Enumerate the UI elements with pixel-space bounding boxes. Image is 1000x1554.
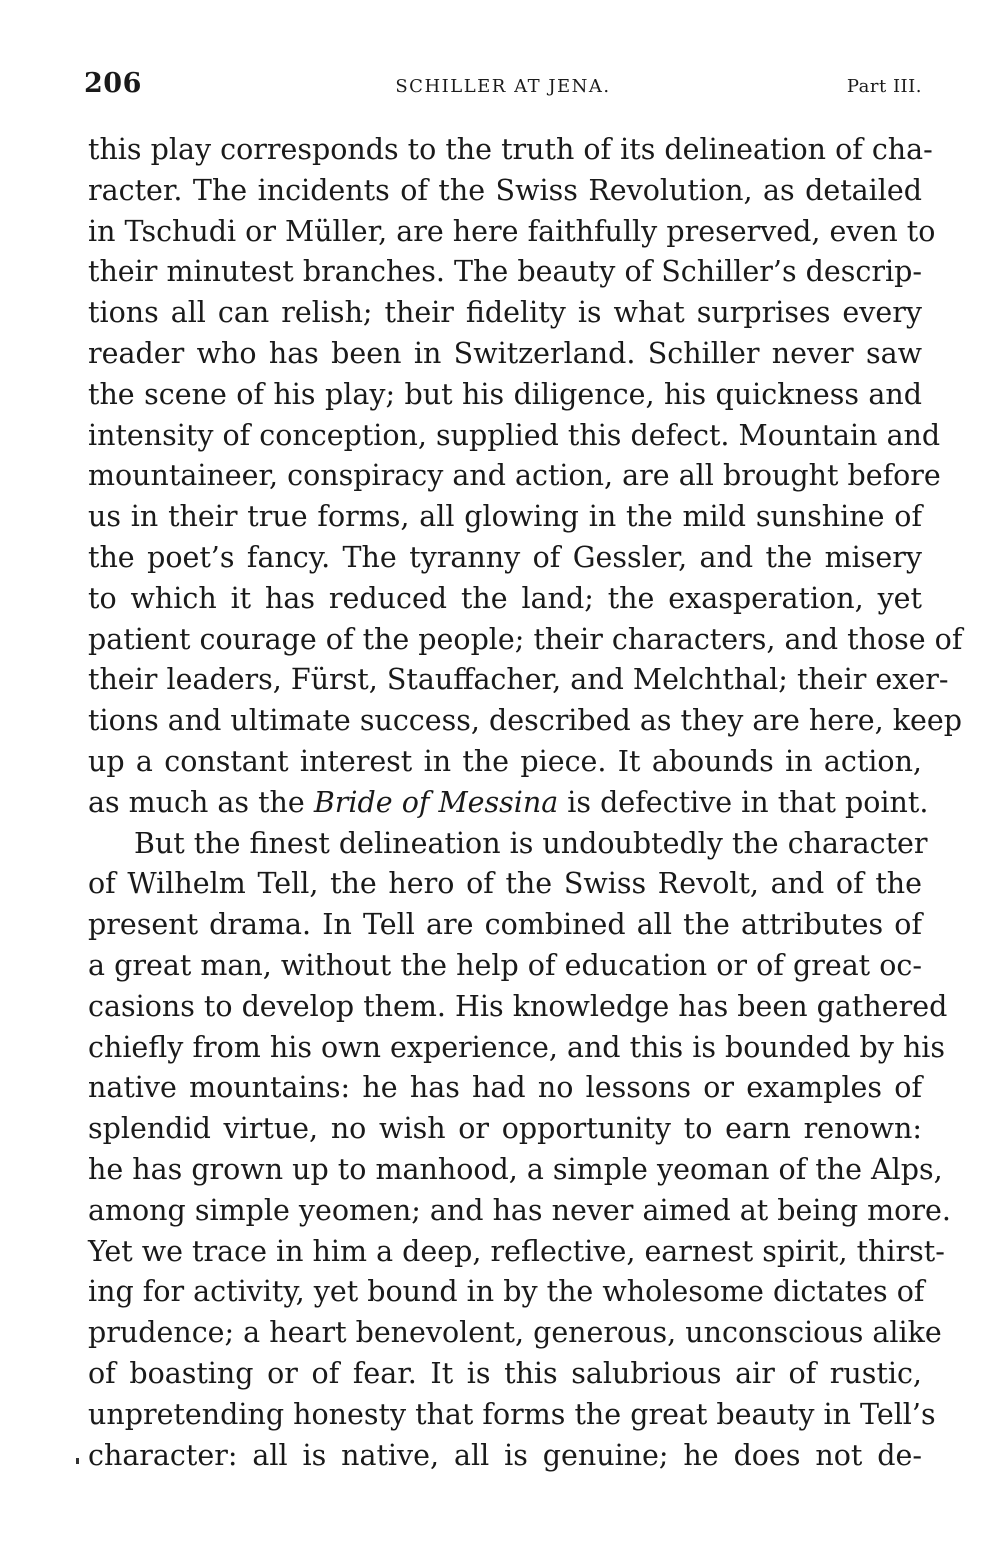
text-line: of Wilhelm Tell, the hero of the Swiss Revolt, and of the bbox=[88, 867, 922, 901]
text-line: Yet we trace in him a deep, reflective, earnest spirit, thirst- bbox=[88, 1234, 945, 1268]
italic-title: Bride of Messina bbox=[313, 785, 559, 819]
part-label: Part III. bbox=[846, 76, 922, 97]
text-line: intensity of conception, supplied this defect. Mountain and bbox=[88, 418, 941, 452]
text-line: up a constant interest in the piece. It abounds in action, bbox=[88, 744, 922, 778]
text-line: tions and ultimate success, described as they are here, keep bbox=[88, 704, 962, 738]
text-line: splendid virtue, no wish or opportunity to earn renown: bbox=[88, 1112, 922, 1146]
text-line: racter. The incidents of the Swiss Revolution, as detailed bbox=[88, 173, 922, 207]
text-line: casions to develop them. His knowledge has been gathered bbox=[88, 989, 948, 1023]
text-line-with-italic bbox=[88, 783, 929, 824]
text-segment: is defective in that point. bbox=[558, 785, 929, 819]
text-line: tions all can relish; their fidelity is what surprises every bbox=[88, 296, 922, 330]
running-title: SCHILLER AT JENA. bbox=[395, 76, 611, 97]
body-text bbox=[88, 130, 963, 1476]
margin-mark bbox=[76, 1458, 79, 1464]
text-line: character: all is native, all is genuine; he does not de- bbox=[88, 1438, 922, 1472]
text-line: he has grown up to manhood, a simple yeoman of the Alps, bbox=[88, 1152, 943, 1186]
text-line: their leaders, Fürst, Stauffacher, and Melchthal; their exer- bbox=[88, 663, 949, 697]
text-line: reader who has been in Switzerland. Schiller never saw bbox=[88, 336, 922, 370]
text-segment: as much as the bbox=[88, 785, 314, 819]
text-line: ing for activity, yet bound in by the wholesome dictates of bbox=[88, 1275, 925, 1309]
text-line: patient courage of the people; their characters, and those of bbox=[88, 622, 963, 656]
text-line: the poet’s fancy. The tyranny of Gessler, and the misery bbox=[88, 540, 922, 574]
text-line: the scene of his play; but his diligence, his quickness and bbox=[88, 377, 922, 411]
text-line: unpretending honesty that forms the great beauty in Tell’s bbox=[88, 1397, 936, 1431]
text-line: of boasting or of fear. It is this salubrious air of rustic, bbox=[88, 1356, 922, 1390]
text-line: their minutest branches. The beauty of Schiller’s descrip- bbox=[88, 255, 922, 289]
running-header bbox=[84, 68, 922, 108]
text-line: native mountains: he has had no lessons or examples of bbox=[88, 1071, 922, 1105]
text-line: mountaineer, conspiracy and action, are all brought before bbox=[88, 459, 941, 493]
page-number: 206 bbox=[84, 68, 142, 99]
text-line: us in their true forms, all glowing in the mild sunshine of bbox=[88, 500, 922, 534]
text-line: in Tschudi or Müller, are here faithfully preserved, even to bbox=[88, 214, 936, 248]
text-line: to which it has reduced the land; the exasperation, yet bbox=[88, 581, 922, 615]
text-line: this play corresponds to the truth of its delineation of cha- bbox=[88, 133, 933, 166]
text-line: chiefly from his own experience, and this is bounded by his bbox=[88, 1030, 946, 1064]
text-line-paragraph-start: But the finest delineation is undoubtedly the character bbox=[134, 826, 928, 860]
text-line: present drama. In Tell are combined all the attributes of bbox=[88, 908, 922, 942]
text-line: a great man, without the help of education or of great oc- bbox=[88, 948, 922, 982]
text-line: among simple yeomen; and has never aimed at being more. bbox=[88, 1193, 951, 1227]
text-line: prudence; a heart benevolent, generous, unconscious alike bbox=[88, 1316, 942, 1350]
